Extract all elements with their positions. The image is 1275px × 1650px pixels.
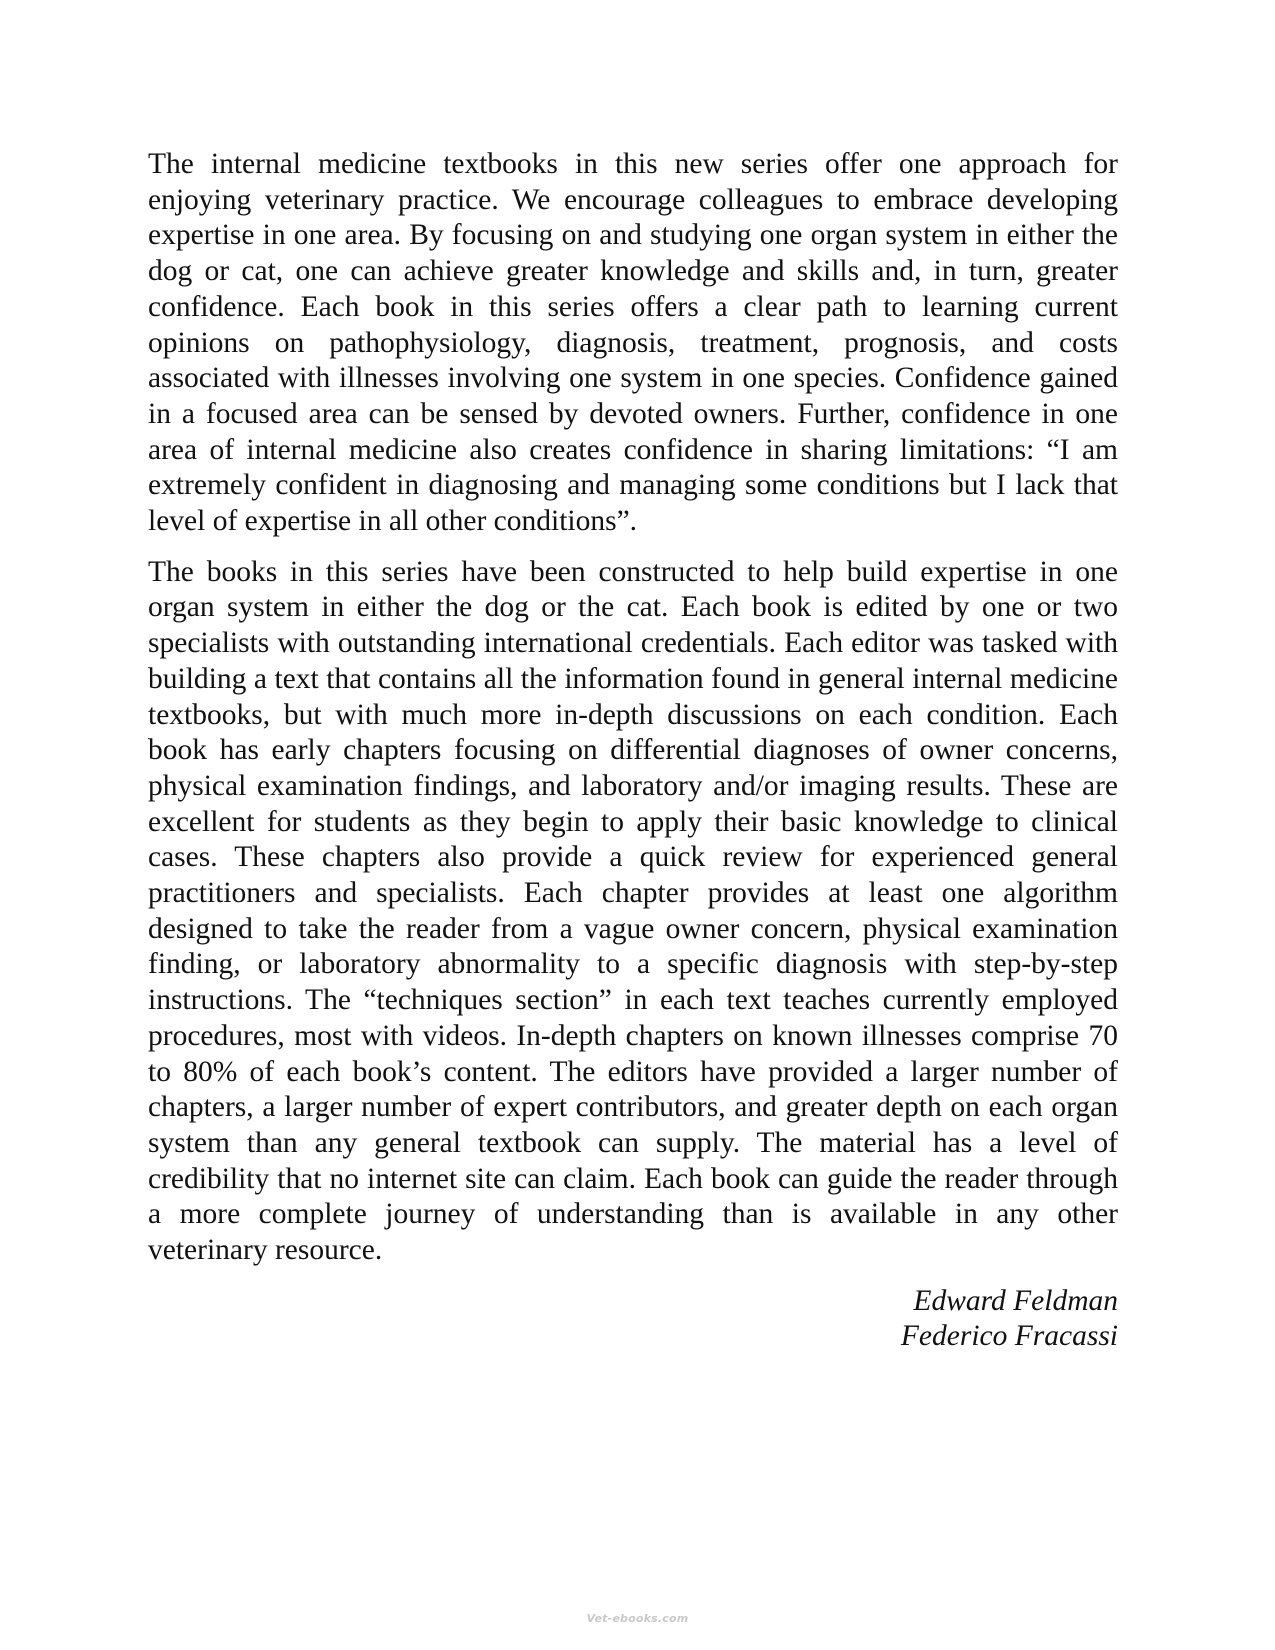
signature-name-1: Edward Feldman <box>913 1284 1118 1317</box>
body-paragraph-1: The internal medicine textbooks in this new series offer one approach for enjoying veterinary practice. We encourage colleagues to embrace developing expertise in one area. By focusing on and studying one organ system in either the dog or cat, one can achieve greater knowledge and skills and, in turn, greater confidence. Each book in this series offers a clear path to learning current opinions on pathophysiology, diagnosis, treatment, prognosis, and costs associated with illnesses involving one system in one species. Confidence gained in a focused area can be sensed by devoted owners. Further, confidence in one area of internal medicine also creates confidence in sharing limitations: “I am extremely confident in diagnosing and managing some conditions but I lack that level of expertise in all other conditions”. <box>148 148 1118 538</box>
signature-block <box>148 1284 1118 1355</box>
page-content <box>148 147 1118 1355</box>
signature-name-2: Federico Fracassi <box>900 1320 1118 1353</box>
watermark-logo: Vet-ebooks.com <box>586 1611 689 1625</box>
body-paragraph-2: The books in this series have been constructed to help build expertise in one organ system in either the dog or the cat. Each book is edited by one or two specialists with outstanding international credentials. Each editor was tasked with building a text that contains all the information found in general internal medicine textbooks, but with much more in-depth discussions on each condition. Each book has early chapters focusing on differential diagnoses of owner concerns, physical examination findings, and laboratory and/or imaging results. These are excellent for students as they begin to apply their basic knowledge to clinical cases. These chapters also provide a quick review for experienced general practitioners and specialists. Each chapter provides at least one algorithm designed to take the reader from a vague owner concern, physical examination finding, or laboratory abnormality to a specific diagnosis with step-by-step instructions. The “techniques section” in each text teaches currently employed procedures, most with videos. In-depth chapters on known illnesses comprise 70 to 80% of each book’s content. The editors have provided a larger number of chapters, a larger number of expert contributors, and greater depth on each organ system than any general textbook can supply. The material has a level of credibility that no internet site can claim. Each book can guide the reader through a more complete journey of understanding than is available in any other veterinary resource. <box>148 555 1118 1267</box>
